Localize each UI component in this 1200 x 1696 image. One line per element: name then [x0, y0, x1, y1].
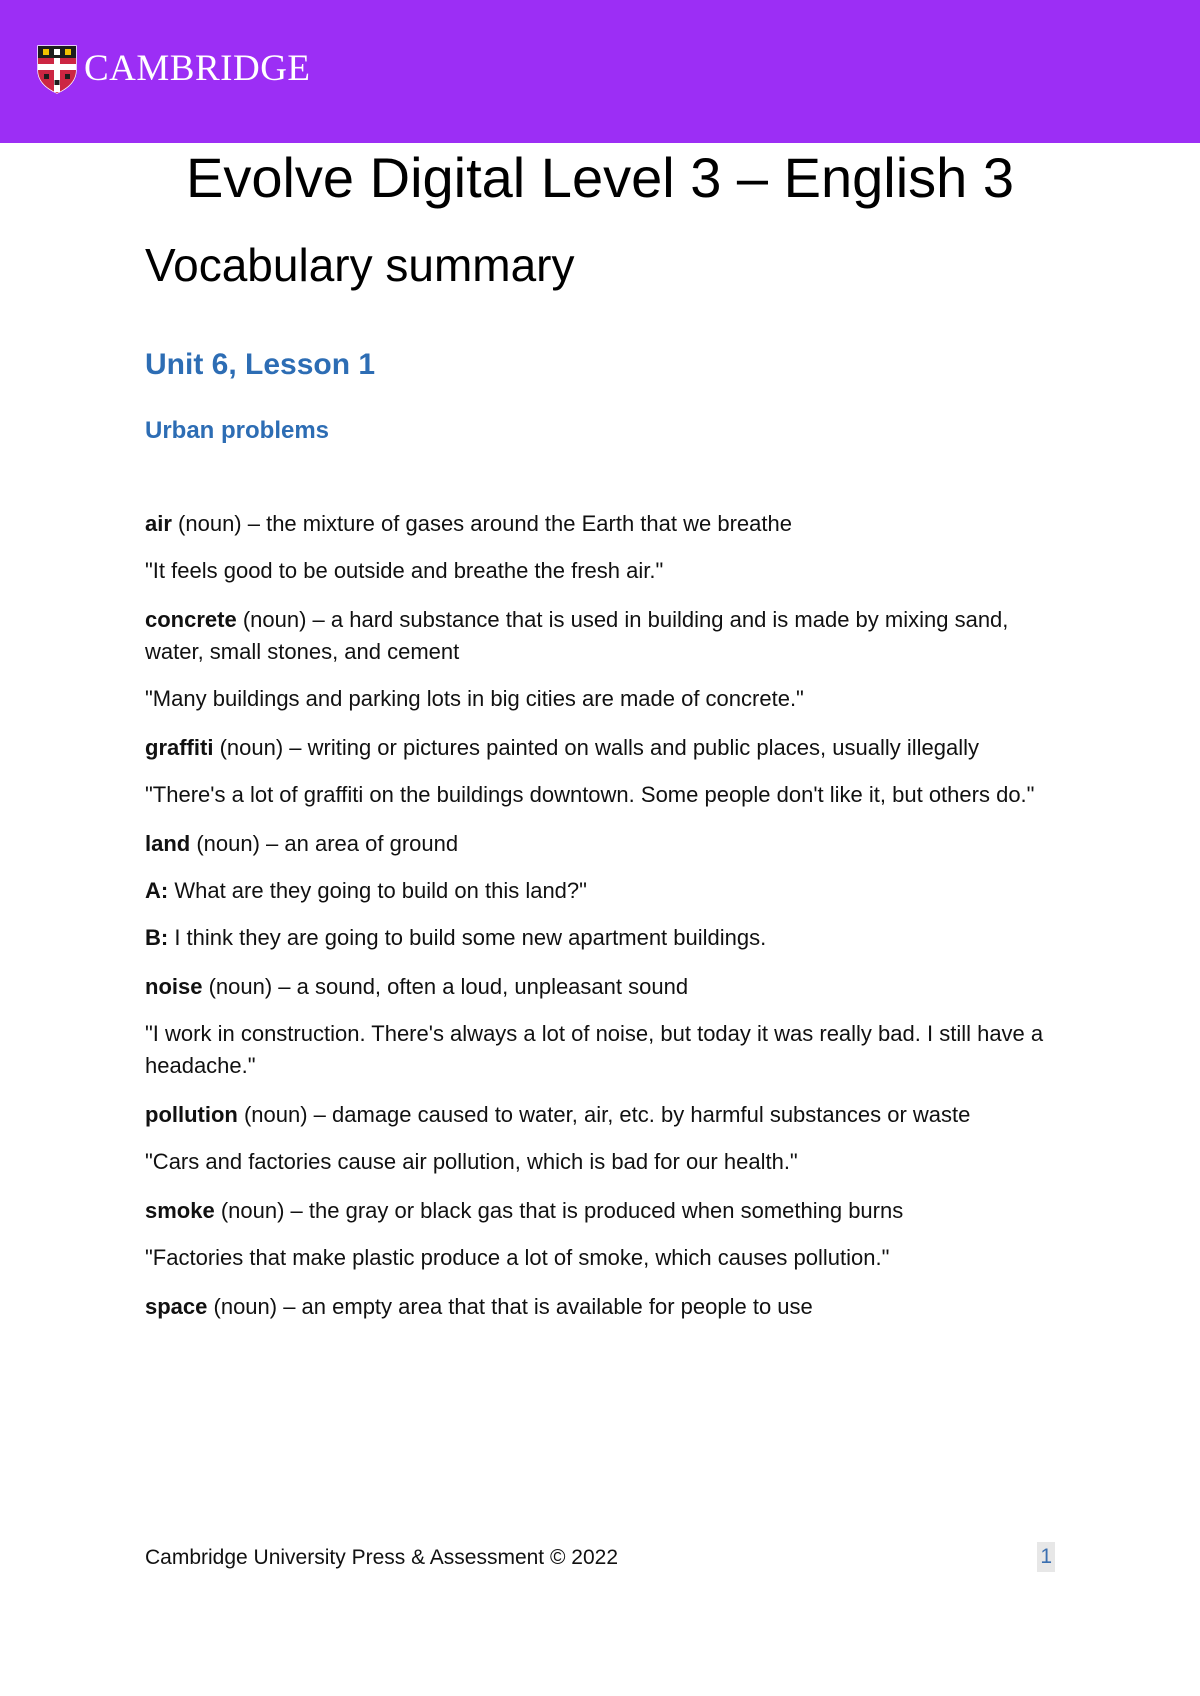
- section-heading: Urban problems: [145, 417, 330, 444]
- page-number: 1: [1037, 1542, 1055, 1572]
- vocab-definition: [145, 604, 1055, 668]
- vocab-entry: [145, 732, 1055, 811]
- vocab-entry: [145, 1195, 1055, 1274]
- vocab-term: noise: [145, 974, 203, 999]
- vocab-entry: [145, 971, 1055, 1082]
- vocab-definition-text: (noun) – writing or pictures painted on walls and public places, usually illegally: [213, 735, 979, 760]
- vocab-definition: [145, 1291, 1055, 1323]
- vocab-term: land: [145, 831, 191, 856]
- vocab-definition: [145, 732, 1055, 764]
- vocab-entry: [145, 828, 1055, 954]
- logo-wordmark: CAMBRIDGE: [84, 48, 311, 89]
- vocab-definition-text: (noun) – a hard substance that is used in building and is made by mixing sand, water, small stones, and cement: [145, 607, 1009, 664]
- cambridge-logo: [36, 44, 311, 94]
- vocab-entry: [145, 508, 1055, 587]
- header-band: [0, 0, 1200, 143]
- vocab-term: pollution: [145, 1102, 238, 1127]
- vocab-dialogue-line: [145, 875, 1055, 907]
- vocab-definition-text: (noun) – the mixture of gases around the Earth that we breathe: [171, 511, 792, 536]
- vocab-entry: [145, 1099, 1055, 1178]
- vocab-definition-text: (noun) – the gray or black gas that is produced when something burns: [214, 1198, 904, 1223]
- document-subtitle: Vocabulary summary: [145, 239, 575, 291]
- footer-copyright: Cambridge University Press & Assessment © 2022: [145, 1546, 618, 1569]
- vocab-example: "There's a lot of graffiti on the buildings downtown. Some people don't like it, but others do.": [145, 782, 1035, 807]
- vocab-term: air: [145, 511, 172, 536]
- vocab-definition-text: (noun) – a sound, often a loud, unpleasant sound: [202, 974, 689, 999]
- vocab-example: "It feels good to be outside and breathe the fresh air.": [145, 558, 664, 583]
- vocab-definition-text: (noun) – an empty area that that is available for people to use: [207, 1294, 813, 1319]
- unit-heading: Unit 6, Lesson 1: [145, 348, 376, 381]
- vocab-example: "Factories that make plastic produce a lot of smoke, which causes pollution.": [145, 1245, 890, 1270]
- vocab-definition: [145, 1099, 1055, 1131]
- document-title: Evolve Digital Level 3 – English 3: [185, 146, 1015, 209]
- vocab-definition: [145, 508, 1055, 540]
- vocab-term: smoke: [145, 1198, 215, 1223]
- cambridge-shield-icon: [36, 44, 78, 94]
- dialogue-text: I think they are going to build some new apartment buildings.: [168, 925, 767, 950]
- dialogue-speaker: A:: [145, 878, 169, 903]
- dialogue-speaker: B:: [145, 925, 169, 950]
- vocab-definition-text: (noun) – damage caused to water, air, etc. by harmful substances or waste: [237, 1102, 971, 1127]
- vocab-entry: [145, 604, 1055, 715]
- vocab-term: graffiti: [145, 735, 214, 760]
- vocab-term: space: [145, 1294, 208, 1319]
- vocab-definition: [145, 828, 1055, 860]
- vocab-term: concrete: [145, 607, 237, 632]
- vocab-example: "Many buildings and parking lots in big cities are made of concrete.": [145, 686, 804, 711]
- vocab-definition-text: (noun) – an area of ground: [190, 831, 459, 856]
- vocab-definition: [145, 971, 1055, 1003]
- page-footer: [145, 1542, 1055, 1574]
- vocab-definition: [145, 1195, 1055, 1227]
- dialogue-text: What are they going to build on this land?": [168, 878, 587, 903]
- vocab-dialogue-line: [145, 922, 1055, 954]
- vocab-example: "I work in construction. There's always a lot of noise, but today it was really bad. I still have a headache.": [145, 1021, 1044, 1078]
- vocabulary-list: [145, 508, 1055, 1340]
- vocab-entry: [145, 1291, 1055, 1323]
- vocab-example: "Cars and factories cause air pollution, which is bad for our health.": [145, 1149, 798, 1174]
